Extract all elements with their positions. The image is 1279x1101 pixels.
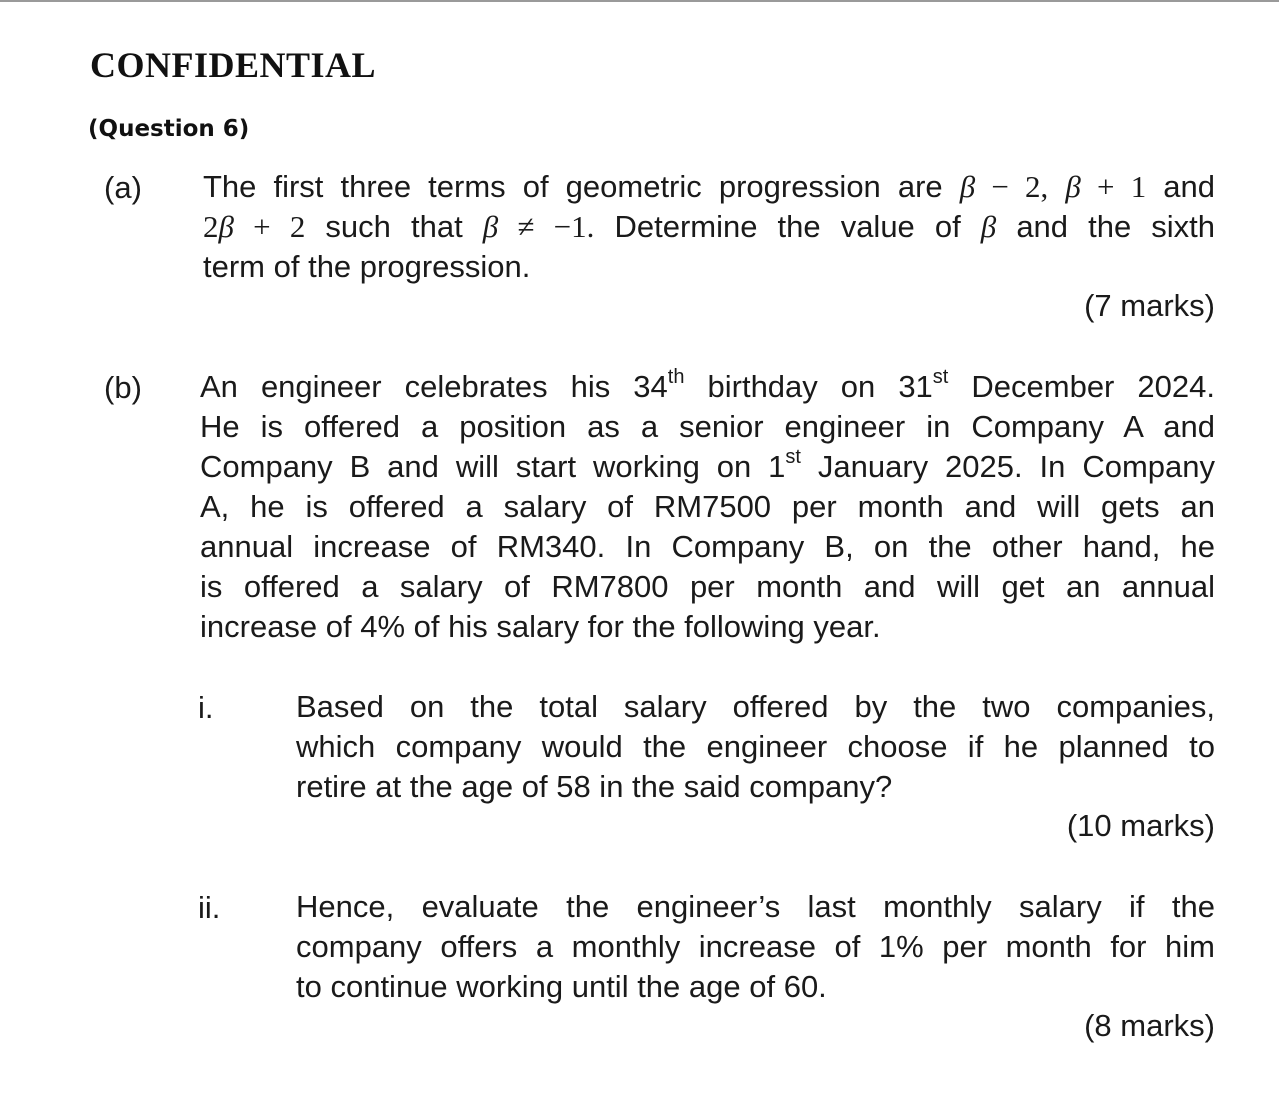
part-b-line-6: is offered a salary of RM7800 per month and will get an annual <box>200 569 1215 604</box>
part-b-line-2: He is offered a position as a senior engineer in Company A and <box>200 409 1215 444</box>
sub-i-line-3: retire at the age of 58 in the said company? <box>296 769 893 804</box>
term-2: β + 1 <box>1065 169 1147 204</box>
beta-condition: β ≠ −1. <box>482 209 595 244</box>
part-a-text <box>203 167 1215 287</box>
part-b-line-1 <box>200 367 1215 407</box>
sub-ii-text <box>296 887 1215 1007</box>
part-b-line-3-b: January 2025. In Company <box>800 449 1215 484</box>
term-1: β − 2, <box>959 169 1049 204</box>
term-3: 2β + 2 <box>203 209 306 244</box>
part-b-line-1-c: December 2024. <box>948 369 1215 404</box>
sub-i-text <box>296 687 1215 807</box>
ordinal-st-2: st <box>785 445 801 468</box>
part-a-marks: (7 marks) <box>1084 288 1215 323</box>
part-b-line-7: increase of 4% of his salary for the following year. <box>200 609 881 644</box>
beta-symbol: β <box>980 209 997 244</box>
sub-i-marks: (10 marks) <box>1066 808 1215 843</box>
confidential-header: CONFIDENTIAL <box>90 45 377 85</box>
part-b-text <box>200 367 1215 647</box>
part-b-line-4: A, he is offered a salary of RM7500 per month and will gets an <box>200 489 1215 524</box>
part-a-line-2-mid: such that <box>305 209 483 244</box>
part-a-line-2-end: and the sixth <box>996 209 1216 244</box>
part-a-line-2-text: Determine the value of <box>594 209 981 244</box>
part-a-label: (a) <box>104 170 142 205</box>
part-b-line-5: annual increase of RM340. In Company B, on the other hand, he <box>200 529 1215 564</box>
sub-i-label: i. <box>198 690 214 725</box>
part-a-line-1-text: The first three terms of geometric progression are <box>203 169 960 204</box>
part-a-line-3: term of the progression. <box>203 249 531 284</box>
ordinal-st: st <box>932 365 949 388</box>
part-b-line-1-b: birthday on 31 <box>684 369 933 404</box>
ordinal-th: th <box>667 365 685 388</box>
part-b-line-1-a: An engineer celebrates his 34 <box>200 369 668 404</box>
part-b-line-3-a: Company B and will start working on 1 <box>200 449 786 484</box>
part-a-line-1-end: and <box>1146 169 1215 204</box>
part-a-line-1 <box>203 167 1215 207</box>
sub-ii-line-3: to continue working until the age of 60. <box>296 969 827 1004</box>
sub-ii-line-1: Hence, evaluate the engineer’s last monthly salary if the <box>296 889 1215 924</box>
question-number: (Question 6) <box>88 116 250 142</box>
sub-ii-label: ii. <box>198 890 221 925</box>
sub-i-line-2: which company would the engineer choose if he planned to <box>296 729 1215 764</box>
part-b-line-3 <box>200 447 1215 487</box>
sub-ii-line-2: company offers a monthly increase of 1% per month for him <box>296 929 1215 964</box>
part-b-label: (b) <box>104 370 142 405</box>
sub-ii-marks: (8 marks) <box>1084 1008 1215 1043</box>
top-rule <box>0 0 1279 2</box>
sub-i-line-1: Based on the total salary offered by the two companies, <box>296 689 1215 724</box>
part-a-line-2 <box>203 207 1215 247</box>
